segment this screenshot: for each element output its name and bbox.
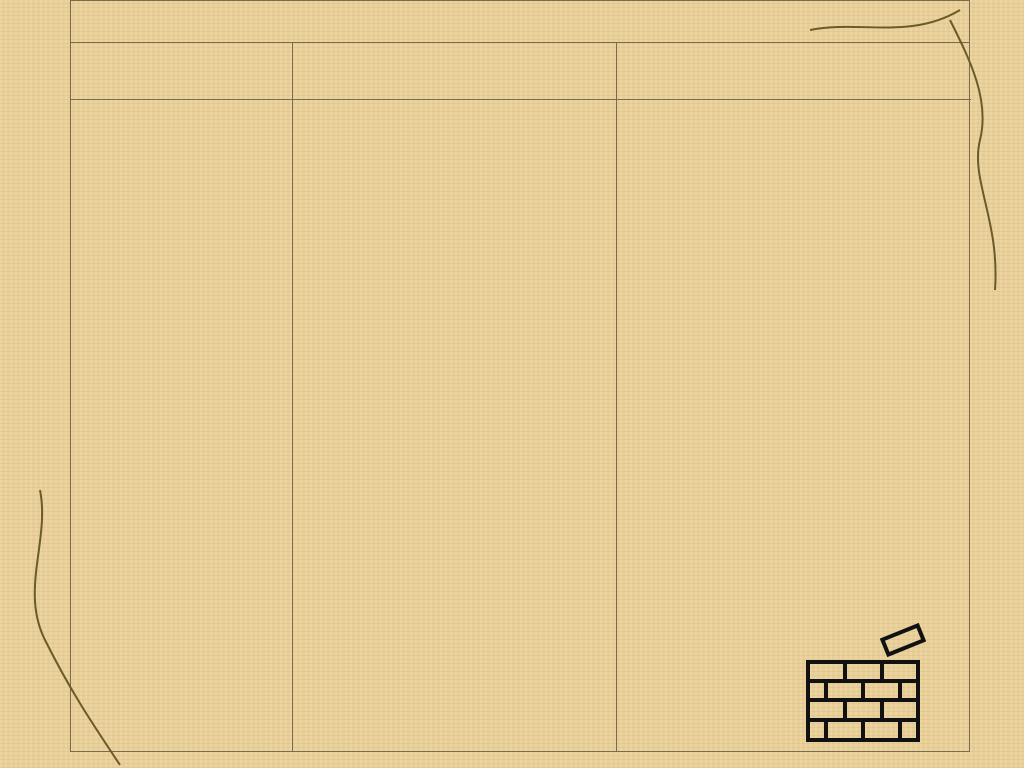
key-questions-list: [293, 100, 616, 104]
vocabulary-header: [71, 42, 292, 100]
ivy-vine-icon: [0, 480, 130, 768]
key-questions-header: [293, 42, 616, 100]
ivy-vine-icon: [800, 0, 1024, 300]
vocabulary-list: [71, 100, 292, 104]
key-questions-column: [293, 42, 617, 751]
brick-wall-icon: [800, 620, 930, 745]
